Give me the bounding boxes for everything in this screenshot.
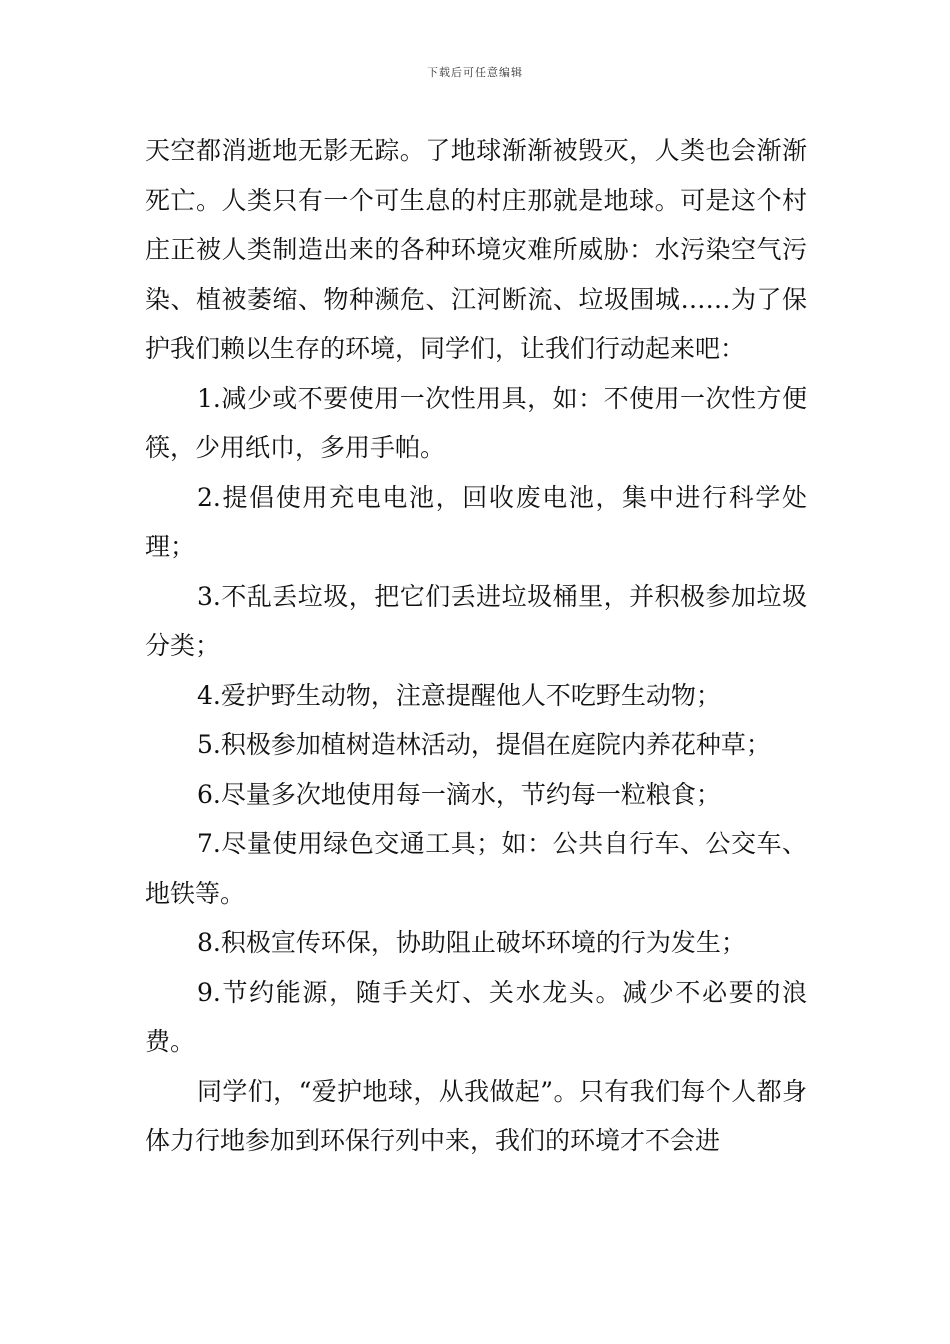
page-header: 下载后可任意编辑 <box>427 66 523 79</box>
list-item: 1.减少或不要使用一次性用具，如：不使用一次性方便筷，少用纸巾，多用手帕。 <box>145 383 807 462</box>
list-item: 9.节约能源，随手关灯、关水龙头。减少不必要的浪费。 <box>145 977 807 1056</box>
list-item: 3.不乱丢垃圾，把它们丢进垃圾桶里，并积极参加垃圾分类； <box>145 581 807 660</box>
paragraph-intro: 天空都消逝地无影无踪。了地球渐渐被毁灭，人类也会渐渐死亡。人类只有一个可生息的村庄那就是地球。可是这个村庄正被人类制造出来的各种环境灾难所威胁：水污染空气污染、植被萎缩、物种濒危、江河断流、垃圾围城……为了保护我们赖以生存的环境，同学们，让我们行动起来吧： <box>145 136 807 363</box>
list-item: 7.尽量使用绿色交通工具；如：公共自行车、公交车、地铁等。 <box>145 829 807 908</box>
list-item: 8.积极宣传环保，协助阻止破坏环境的行为发生； <box>197 928 746 957</box>
document-body <box>145 126 807 1166</box>
paragraph-closing: 同学们，“爱护地球，从我做起”。只有我们每个人都身体力行地参加到环保行列中来，我们的环境才不会进 <box>145 1076 807 1155</box>
list-item: 5.积极参加植树造林活动，提倡在庭院内养花种草； <box>197 730 771 759</box>
list-item: 6.尽量多次地使用每一滴水，节约每一粒粮食； <box>197 779 721 809</box>
list-item: 2.提倡使用充电电池，回收废电池，集中进行科学处理； <box>145 482 807 561</box>
list-item: 4.爱护野生动物，注意提醒他人不吃野生动物； <box>197 680 721 710</box>
